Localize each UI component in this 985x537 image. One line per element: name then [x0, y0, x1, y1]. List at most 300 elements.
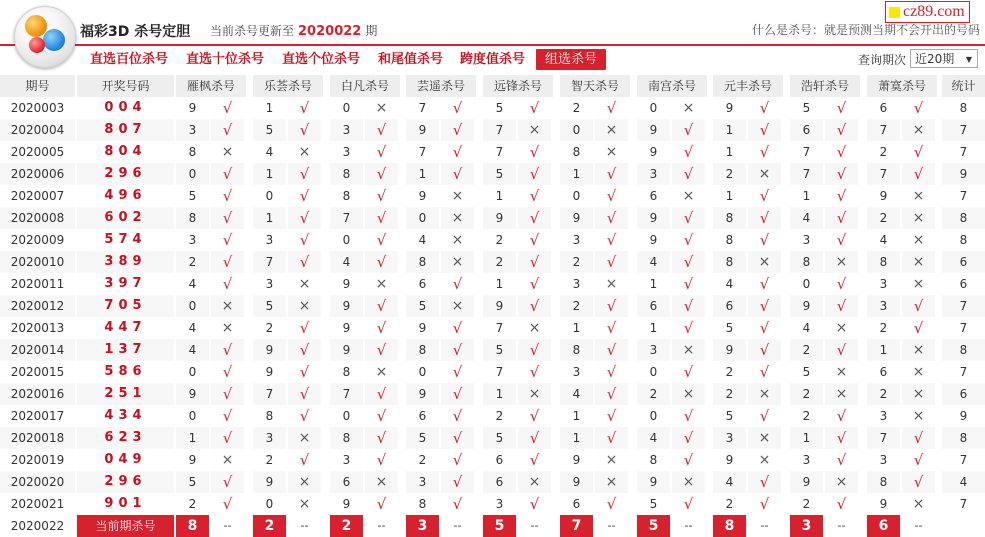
column-header-expert: 乐荟杀号 [253, 75, 323, 97]
kill-number-cell: 1 [790, 427, 823, 449]
table-row [0, 493, 985, 515]
cross-icon: × [605, 452, 618, 468]
check-icon: √ [529, 451, 540, 469]
lottery-logo-icon[interactable] [14, 6, 76, 68]
column-separator [630, 75, 635, 533]
check-icon: √ [902, 427, 935, 449]
check-icon: √ [376, 451, 387, 469]
kill-number-cell: 8 [330, 163, 363, 185]
kill-number-cell: 2 [790, 339, 823, 361]
kill-number-cell: 7 [790, 163, 823, 185]
kill-number-cell: 3 [879, 453, 888, 467]
kill-number-cell: 9 [560, 207, 593, 229]
kill-number-cell: 1 [867, 339, 900, 361]
cross-icon: × [441, 207, 474, 229]
column-separator [476, 75, 481, 533]
kill-number-cell: 5 [725, 409, 734, 423]
kill-number-cell: 9 [253, 471, 286, 493]
check-icon: √ [211, 207, 244, 229]
check-icon: √ [748, 295, 781, 317]
period-cell: 2020009 [10, 233, 65, 247]
column-header-expert: 雁枫杀号 [176, 75, 246, 97]
draw-number-cell: 251 [77, 383, 174, 405]
stat-cell: 8 [959, 233, 968, 247]
column-header-number: 开奖号码 [77, 75, 174, 97]
check-icon: √ [288, 339, 321, 361]
check-icon: √ [748, 119, 781, 141]
site-header [0, 0, 985, 46]
kill-number-cell: 9 [406, 383, 439, 405]
kill-number-cell: 4 [265, 145, 274, 159]
stat-cell: 7 [942, 119, 985, 141]
kill-number-cell: 1 [253, 207, 286, 229]
kill-number-cell: 0 [176, 295, 209, 317]
kill-number-cell: 6 [330, 471, 363, 493]
check-icon: √ [836, 143, 847, 161]
kill-number-cell: 3 [330, 119, 363, 141]
kill-number-cell: 9 [560, 471, 593, 493]
update-prefix: 当前杀号更新至 [210, 24, 295, 38]
draw-number-cell: 602 [77, 207, 174, 229]
check-icon: √ [529, 275, 540, 293]
check-icon: √ [299, 231, 310, 249]
column-separator [860, 75, 865, 533]
kill-number-cell: 5 [483, 163, 516, 185]
cross-icon: × [221, 452, 234, 468]
period-cell: 2020006 [0, 163, 75, 185]
pending-mark: -- [211, 515, 244, 537]
kill-number-cell: 2 [725, 365, 734, 379]
pending-mark: -- [902, 515, 935, 537]
kill-number-cell: 8 [342, 189, 351, 203]
kill-number-cell: 9 [418, 189, 427, 203]
check-icon: √ [595, 383, 628, 405]
draw-number-cell: 901 [104, 496, 147, 511]
cross-icon: × [748, 383, 781, 405]
cross-icon: × [365, 471, 398, 493]
check-icon: √ [836, 451, 847, 469]
check-icon: √ [683, 231, 694, 249]
period-cell: 2020010 [0, 251, 75, 273]
check-icon: √ [759, 275, 770, 293]
kill-number-cell: 8 [790, 251, 823, 273]
stat-cell: 6 [942, 251, 985, 273]
kill-number-cell: 9 [725, 453, 734, 467]
cross-icon: × [288, 427, 321, 449]
check-icon: √ [376, 495, 387, 513]
kill-number-cell: 4 [330, 251, 363, 273]
column-header-stat: 统计 [942, 75, 985, 97]
draw-number-cell: 705 [77, 295, 174, 317]
current-kill-label: 当前期杀号 [77, 515, 174, 537]
watermark-square-icon [889, 7, 900, 18]
table-row [0, 229, 985, 251]
cross-icon: × [902, 251, 935, 273]
kill-number-cell: 0 [176, 163, 209, 185]
kill-number-cell: 1 [802, 189, 811, 203]
kill-number-cell: 8 [725, 233, 734, 247]
check-icon: √ [365, 427, 398, 449]
kill-number-cell: 9 [406, 119, 439, 141]
current-period-cell: 2020022 [0, 515, 75, 537]
check-icon: √ [376, 143, 387, 161]
kill-number-cell: 8 [342, 365, 351, 379]
check-icon: √ [441, 383, 474, 405]
kill-number-cell: 3 [879, 409, 888, 423]
kill-number-cell: 0 [265, 497, 274, 511]
kill-number-cell: 4 [560, 383, 593, 405]
kill-number-cell: 9 [483, 295, 516, 317]
kill-number-cell: 3 [637, 339, 670, 361]
check-icon: √ [299, 451, 310, 469]
cross-icon: × [221, 320, 234, 336]
check-icon: √ [222, 407, 233, 425]
column-header-period: 期号 [0, 75, 75, 97]
cross-icon: × [758, 452, 771, 468]
kill-number-cell: 1 [713, 119, 746, 141]
check-icon: √ [672, 427, 705, 449]
kill-number-cell: 8 [560, 339, 593, 361]
check-icon: √ [529, 407, 540, 425]
check-icon: √ [748, 207, 781, 229]
kill-number-cell: 3 [572, 365, 581, 379]
check-icon: √ [759, 143, 770, 161]
kill-number-cell: 4 [790, 207, 823, 229]
check-icon: √ [452, 407, 463, 425]
check-icon: √ [299, 319, 310, 337]
column-separator [400, 75, 405, 533]
tab-1[interactable]: 直选百位杀号 [90, 52, 169, 67]
period-cell: 2020019 [10, 453, 65, 467]
kill-number-cell: 5 [483, 427, 516, 449]
draw-number-cell: 296 [77, 163, 174, 185]
kill-number-cell: 5 [802, 101, 811, 115]
kill-number-cell: 0 [418, 365, 427, 379]
kill-number-cell: 0 [572, 189, 581, 203]
kill-number-cell: 7 [495, 321, 504, 335]
kill-number-cell: 9 [176, 383, 209, 405]
kill-number-cell: 6 [879, 365, 888, 379]
kill-number-cell: 8 [406, 339, 439, 361]
cross-icon: × [672, 471, 705, 493]
period-cell: 2020016 [0, 383, 75, 405]
check-icon: √ [376, 319, 387, 337]
kill-number-cell: 6 [483, 471, 516, 493]
tab-2[interactable]: 直选十位杀号 [186, 52, 265, 67]
kill-number-cell: 3 [188, 233, 197, 247]
period-cell: 2020008 [0, 207, 75, 229]
table-row [0, 163, 985, 185]
kill-number-cell: 1 [483, 383, 516, 405]
cross-icon: × [375, 276, 388, 292]
kill-number-cell: 4 [637, 251, 670, 273]
check-icon: √ [299, 407, 310, 425]
kill-number-cell: 2 [637, 383, 670, 405]
cross-icon: × [595, 119, 628, 141]
check-icon: √ [365, 119, 398, 141]
period-cell: 2020014 [0, 339, 75, 361]
current-kill-number: 3 [790, 515, 823, 537]
check-icon: √ [222, 187, 233, 205]
pending-mark: -- [365, 515, 398, 537]
kill-number-cell: 2 [495, 233, 504, 247]
check-icon: √ [683, 319, 694, 337]
cross-icon: × [441, 251, 474, 273]
stat-cell: 8 [942, 339, 985, 361]
kill-number-cell: 9 [637, 207, 670, 229]
check-icon: √ [365, 163, 398, 185]
check-icon: √ [836, 495, 847, 513]
kill-number-cell: 3 [176, 119, 209, 141]
check-icon: √ [365, 295, 398, 317]
draw-number-cell: 004 [104, 100, 147, 115]
stat-cell: 9 [959, 409, 968, 423]
check-icon: √ [288, 383, 321, 405]
kill-number-cell: 1 [572, 321, 581, 335]
check-icon: √ [595, 427, 628, 449]
kill-number-cell: 4 [188, 277, 197, 291]
cross-icon: × [912, 408, 925, 424]
cross-icon: × [298, 144, 311, 160]
kill-number-cell: 9 [790, 295, 823, 317]
kill-number-cell: 6 [418, 409, 427, 423]
kill-number-cell: 5 [406, 427, 439, 449]
kill-number-cell: 9 [265, 365, 274, 379]
check-icon: √ [595, 251, 628, 273]
kill-number-cell: 8 [406, 251, 439, 273]
kill-number-cell: 9 [637, 471, 670, 493]
query-period-label: 查询期次 [858, 53, 907, 67]
kill-number-cell: 1 [649, 277, 658, 291]
kill-number-cell: 5 [188, 189, 197, 203]
cross-icon: × [605, 276, 618, 292]
check-icon: √ [452, 143, 463, 161]
column-header-expert: 元丰杀号 [713, 75, 783, 97]
check-icon: √ [683, 363, 694, 381]
check-icon: √ [222, 231, 233, 249]
check-icon: √ [825, 207, 858, 229]
cross-icon: × [748, 163, 781, 185]
current-kill-number: 3 [406, 515, 439, 537]
query-period-value: 近20期 [915, 52, 955, 66]
check-icon: √ [748, 471, 781, 493]
check-icon: √ [365, 207, 398, 229]
check-icon: √ [288, 251, 321, 273]
cross-icon: × [912, 232, 925, 248]
check-icon: √ [211, 471, 244, 493]
cross-icon: × [912, 364, 925, 380]
check-icon: √ [211, 119, 244, 141]
kill-number-cell: 2 [713, 383, 746, 405]
current-kill-number: 8 [713, 515, 746, 537]
cross-icon: × [912, 276, 925, 292]
stat-cell: 7 [959, 321, 968, 335]
draw-number-cell: 623 [77, 427, 174, 449]
kill-number-cell: 7 [867, 427, 900, 449]
cross-icon: × [825, 251, 858, 273]
kill-number-cell: 8 [188, 145, 197, 159]
kill-number-cell: 2 [483, 251, 516, 273]
kill-number-cell: 9 [342, 321, 351, 335]
check-icon: √ [518, 339, 551, 361]
check-icon: √ [365, 383, 398, 405]
kill-number-cell: 1 [572, 409, 581, 423]
kill-number-cell: 9 [879, 497, 888, 511]
kill-number-cell: 2 [560, 295, 593, 317]
kill-number-cell: 9 [188, 453, 197, 467]
kill-number-cell: 4 [418, 233, 427, 247]
kill-number-cell: 0 [802, 277, 811, 291]
kill-number-cell: 9 [572, 453, 581, 467]
kill-number-cell: 6 [790, 119, 823, 141]
column-separator [783, 75, 788, 533]
current-kill-number: 2 [253, 515, 286, 537]
check-icon: √ [288, 163, 321, 185]
current-stat-cell [942, 515, 985, 537]
update-info [210, 22, 377, 39]
kill-number-cell: 8 [649, 453, 658, 467]
query-period-select[interactable] [910, 49, 978, 68]
cross-icon: × [375, 364, 388, 380]
check-icon: √ [683, 143, 694, 161]
check-icon: √ [441, 339, 474, 361]
kill-number-cell: 1 [495, 277, 504, 291]
cross-icon: × [902, 207, 935, 229]
kill-number-cell: 0 [649, 365, 658, 379]
update-suffix: 期 [365, 24, 378, 38]
kill-number-cell: 9 [637, 119, 670, 141]
tab-3[interactable]: 直选个位杀号 [282, 52, 361, 67]
cross-icon: × [298, 276, 311, 292]
check-icon: √ [222, 99, 233, 117]
tab-6[interactable]: 组选杀号 [536, 49, 606, 70]
check-icon: √ [748, 339, 781, 361]
check-icon: √ [759, 363, 770, 381]
kill-number-cell: 4 [879, 233, 888, 247]
kill-number-cell: 8 [418, 497, 427, 511]
stat-cell: 6 [942, 383, 985, 405]
kill-number-cell: 1 [265, 101, 274, 115]
kill-number-cell: 7 [330, 207, 363, 229]
kill-number-cell: 7 [867, 119, 900, 141]
stat-cell: 4 [942, 471, 985, 493]
cross-icon: × [221, 144, 234, 160]
pending-mark: -- [288, 515, 321, 537]
kill-number-cell: 3 [713, 427, 746, 449]
pending-mark: -- [441, 515, 474, 537]
check-icon: √ [518, 427, 551, 449]
check-icon: √ [759, 319, 770, 337]
kill-number-cell: 5 [253, 295, 286, 317]
check-icon: √ [672, 251, 705, 273]
kill-number-cell: 5 [253, 119, 286, 141]
check-icon: √ [452, 99, 463, 117]
check-icon: √ [683, 407, 694, 425]
check-icon: √ [376, 231, 387, 249]
cross-icon: × [672, 383, 705, 405]
kill-number-cell: 0 [560, 119, 593, 141]
period-cell: 2020015 [10, 365, 65, 379]
column-separator [937, 75, 942, 533]
check-icon: √ [376, 187, 387, 205]
cross-icon: × [518, 471, 551, 493]
cross-icon: × [902, 383, 935, 405]
table-row [0, 383, 985, 405]
check-icon: √ [299, 187, 310, 205]
kill-number-cell: 2 [879, 321, 888, 335]
cross-icon: × [825, 383, 858, 405]
check-icon: √ [211, 383, 244, 405]
check-icon: √ [529, 363, 540, 381]
current-kill-number: 8 [176, 515, 209, 537]
kill-number-cell: 2 [790, 383, 823, 405]
pending-mark: -- [672, 515, 705, 537]
kill-number-cell: 0 [406, 207, 439, 229]
kill-number-cell: 5 [649, 497, 658, 511]
check-icon: √ [683, 495, 694, 513]
tab-5[interactable]: 跨度值杀号 [460, 52, 526, 67]
stat-cell: 8 [959, 101, 968, 115]
column-header-expert: 芸遥杀号 [406, 75, 476, 97]
check-icon: √ [518, 163, 551, 185]
column-separator [553, 75, 558, 533]
kill-number-cell: 8 [713, 207, 746, 229]
cross-icon: × [902, 119, 935, 141]
kill-number-cell: 3 [253, 427, 286, 449]
check-icon: √ [595, 339, 628, 361]
column-header-expert: 浩轩杀号 [790, 75, 860, 97]
check-icon: √ [288, 207, 321, 229]
table-row [0, 317, 985, 339]
cross-icon: × [682, 188, 695, 204]
check-icon: √ [836, 407, 847, 425]
check-icon: √ [759, 495, 770, 513]
kill-number-cell: 5 [483, 339, 516, 361]
table-row [0, 427, 985, 449]
tab-4[interactable]: 和尾值杀号 [378, 52, 444, 67]
kill-number-cell: 2 [418, 453, 427, 467]
cross-icon: × [912, 496, 925, 512]
check-icon: √ [606, 99, 617, 117]
period-cell: 2020012 [0, 295, 75, 317]
period-cell: 2020007 [10, 189, 65, 203]
check-icon: √ [529, 495, 540, 513]
kill-number-cell: 2 [725, 497, 734, 511]
column-header-expert: 萧寞杀号 [867, 75, 937, 97]
check-icon: √ [672, 163, 705, 185]
kill-number-cell: 3 [265, 277, 274, 291]
kill-number-cell: 3 [867, 295, 900, 317]
cross-icon: × [528, 320, 541, 336]
kill-number-cell: 2 [560, 251, 593, 273]
check-icon: √ [595, 207, 628, 229]
table-row [0, 273, 985, 295]
kill-number-cell: 9 [649, 233, 658, 247]
cross-icon: × [825, 471, 858, 493]
current-kill-number: 2 [330, 515, 363, 537]
check-icon: √ [518, 207, 551, 229]
kill-number-cell: 1 [495, 189, 504, 203]
check-icon: √ [672, 207, 705, 229]
check-icon: √ [365, 251, 398, 273]
check-icon: √ [759, 99, 770, 117]
kill-number-cell: 9 [330, 339, 363, 361]
check-icon: √ [211, 427, 244, 449]
check-icon: √ [211, 339, 244, 361]
check-icon: √ [441, 427, 474, 449]
pending-mark: -- [825, 515, 858, 537]
check-icon: √ [452, 451, 463, 469]
